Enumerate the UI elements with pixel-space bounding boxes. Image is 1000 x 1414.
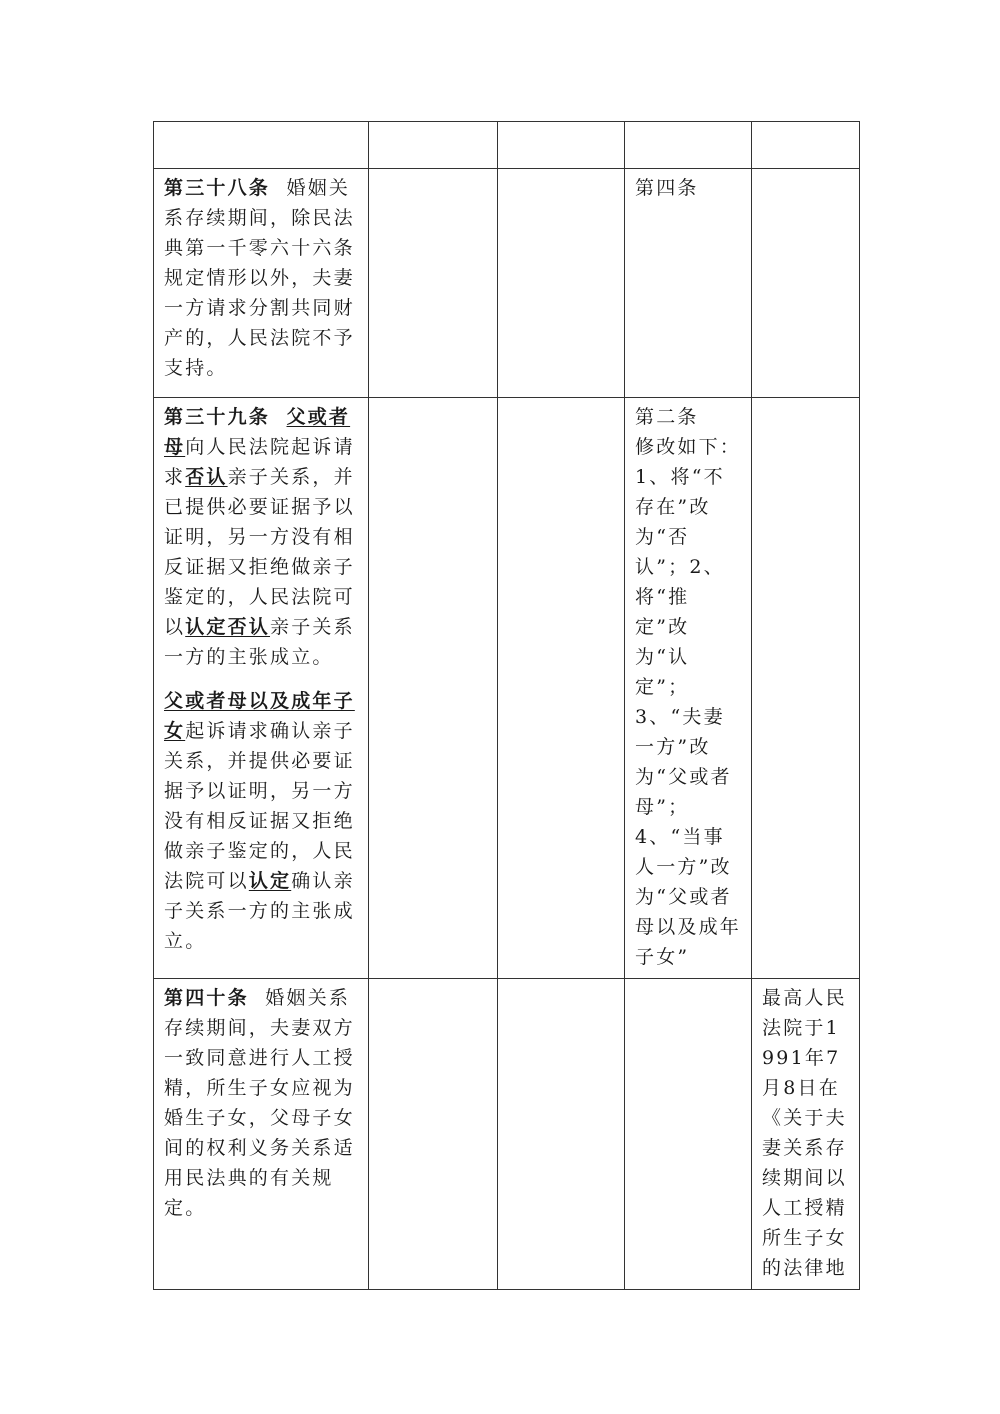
article-paragraph <box>164 402 360 672</box>
amended-text: 认定 <box>248 870 292 892</box>
amended-text: 父或者母以及成年子女 <box>164 690 355 742</box>
article-text: 确认亲子关系一方的主张成立。 <box>164 870 355 952</box>
table-cell <box>625 122 752 169</box>
note-cell <box>625 169 752 398</box>
table-row-article-39 <box>154 398 860 979</box>
table-cell <box>154 122 369 169</box>
amended-text: 认定否认 <box>185 616 271 638</box>
source-cell <box>752 979 860 1290</box>
note-cell <box>625 979 752 1290</box>
source-cell <box>752 169 860 398</box>
article-text: 亲子关系，并已提供必要证据予以证明，另一方没有相反证据又拒绝做亲子鉴定的，人民法院可以 <box>164 466 355 638</box>
article-text: 婚姻关系存续期间，除民法典第一千零六十六条规定情形以外，夫妻一方请求分割共同财产的，人民法院不予支持。 <box>164 177 355 379</box>
table-cell <box>498 398 625 979</box>
table-row <box>154 122 860 169</box>
table-row-article-38 <box>154 169 860 398</box>
article-title: 第三十九条 <box>164 406 271 428</box>
article-paragraph <box>164 686 360 956</box>
article-text: 婚姻关系存续期间，夫妻双方一致同意进行人工授精，所生子女应视为婚生子女，父母子女间的权利义务关系适用民法典的有关规定。 <box>164 987 355 1219</box>
amended-text: 父或者母 <box>164 406 351 458</box>
table-cell <box>498 122 625 169</box>
table-cell <box>369 398 498 979</box>
article-cell <box>154 169 369 398</box>
table-row-article-40 <box>154 979 860 1290</box>
article-text: 起诉请求确认亲子关系，并提供必要证据予以证明，另一方没有相反证据又拒绝做亲子鉴定的，人民法院可以 <box>164 720 355 892</box>
source-text: 最高人民法院于1991年7月8日在《关于夫妻关系存续期间以人工授精所生子女的法律地 <box>762 987 847 1279</box>
law-comparison-table <box>153 121 860 1290</box>
article-cell <box>154 398 369 979</box>
note-subheading: 修改如下： <box>635 436 742 458</box>
article-title: 第三十八条 <box>164 177 271 199</box>
source-cell <box>752 398 860 979</box>
article-text: 亲子关系一方的主张成立。 <box>164 616 355 668</box>
note-heading: 第二条 <box>635 406 699 428</box>
table-cell <box>498 979 625 1290</box>
table-cell <box>369 169 498 398</box>
article-text: 向人民法院起诉请求 <box>164 436 355 488</box>
amended-text: 否认 <box>185 466 228 488</box>
note-text: 1、将“不存在”改为“否认”；2、将“推定”改为“认定”；3、“夫妻一方”改为“父或者母”；4、“当事人一方”改为“父或者母以及成年子女” <box>635 466 742 968</box>
note-text: 第四条 <box>635 177 699 199</box>
table-cell <box>369 979 498 1290</box>
table-cell <box>498 169 625 398</box>
note-cell <box>625 398 752 979</box>
table-cell <box>752 122 860 169</box>
article-title: 第四十条 <box>164 987 249 1009</box>
table-cell <box>369 122 498 169</box>
article-cell <box>154 979 369 1290</box>
